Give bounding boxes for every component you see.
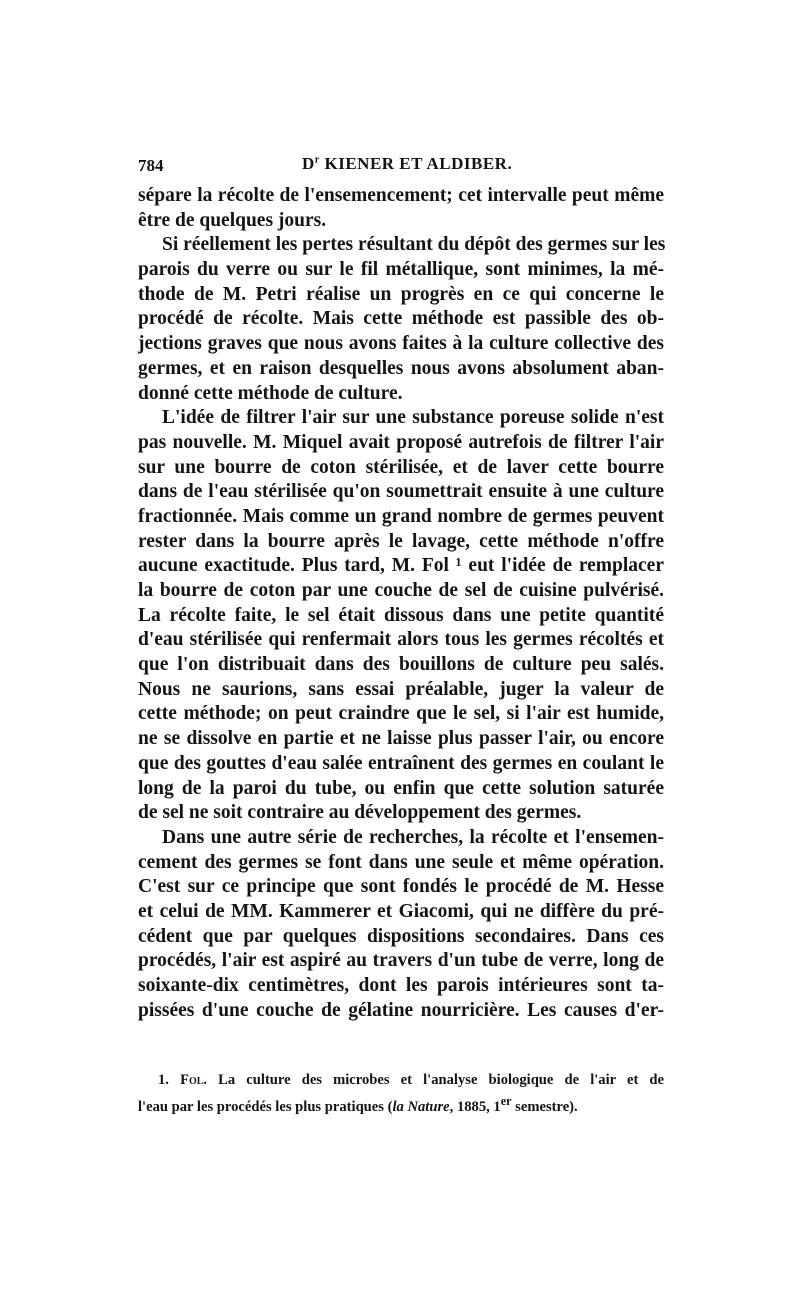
text-line: germes, et en raison desquelles nous avons absolument aban- — [138, 357, 664, 379]
text-line: Nous ne saurions, sans essai préalable, juger la valeur de — [138, 678, 664, 700]
footnote-author: Fol. — [180, 1072, 208, 1088]
text-line: soixante-dix centimètres, dont les parois intérieures sont ta- — [138, 975, 664, 996]
text-line: pissées d'une couche de gélatine nourricière. Les causes d'er- — [138, 999, 664, 1021]
footnote-text-3: , 1885, 1 — [449, 1098, 501, 1115]
text-line: fractionnée. Mais comme un grand nombre de germes peuvent — [138, 505, 664, 527]
text-line: la bourre de coton par une couche de sel de cuisine pulvérisé. — [138, 580, 664, 601]
footnote-line-2 — [138, 1091, 664, 1115]
text-line: cédent que par quelques dispositions secondaires. Dans ces — [138, 925, 664, 947]
text-line: procédé de récolte. Mais cette méthode est passible des ob- — [138, 308, 664, 330]
running-head-prefix: D — [302, 154, 315, 173]
text-line: Si réellement les pertes résultant du dépôt des germes sur les — [162, 234, 666, 256]
text-line: aucune exactitude. Plus tard, M. Fol ¹ eut l'idée de remplacer — [138, 555, 664, 577]
text-line: cette méthode; on peut craindre que le sel, si l'air est humide, — [138, 703, 664, 725]
footnote — [138, 1070, 664, 1115]
running-head — [302, 154, 512, 174]
text-line: rester dans la bourre après le lavage, cette méthode n'offre — [138, 530, 664, 552]
text-line: cement des germes se font dans une seule et même opération. — [138, 851, 664, 873]
text-line: thode de M. Petri réalise un progrès en ce qui concerne le — [138, 283, 664, 305]
text-line: que des gouttes d'eau salée entraînent des germes en coulant le — [138, 752, 664, 774]
footnote-text-2: l'eau par les procédés les plus pratiques ( — [138, 1098, 393, 1115]
text-line: long de la paroi du tube, ou enfin que cette solution saturée — [138, 777, 664, 799]
running-head-rest: KIENER ET ALDIBER. — [319, 154, 513, 173]
footnote-text-4: semestre). — [511, 1098, 578, 1115]
text-line: C'est sur ce principe que sont fondés le procédé de M. Hesse — [138, 876, 664, 898]
page-number: 784 — [138, 156, 164, 175]
text-line: Dans une autre série de recherches, la récolte et l'ensemen- — [162, 826, 664, 848]
footnote-number: 1. — [158, 1072, 169, 1088]
text-line: et celui de MM. Kammerer et Giacomi, qui ne diffère du pré- — [138, 900, 664, 922]
text-line: de sel ne soit contraire au développement des germes. — [138, 802, 582, 824]
text-line: procédés, l'air est aspiré au travers d'un tube de verre, long de — [138, 950, 664, 972]
text-line: dans de l'eau stérilisée qu'on soumettrait ensuite à une culture — [138, 481, 664, 503]
text-line: jections graves que nous avons faites à la culture collective des — [138, 333, 664, 355]
text-line: parois du verre ou sur le fil métallique, sont minimes, la mé- — [138, 259, 664, 281]
footnote-line-1 — [138, 1070, 664, 1091]
page-header — [138, 150, 664, 176]
footnote-journal: la Nature — [392, 1098, 450, 1115]
running-head-sup: r — [314, 154, 320, 166]
text-line: que l'on distribuait dans des bouillons de culture peu salés. — [138, 654, 664, 676]
text-line: La récolte faite, le sel était dissous dans une petite quantité — [138, 604, 664, 626]
text-line: d'eau stérilisée qui renfermait alors tous les germes récoltés et — [138, 629, 664, 651]
text-line: être de quelques jours. — [138, 209, 327, 231]
text-line: ne se dissolve en partie et ne laisse plus passer l'air, ou encore — [138, 728, 664, 750]
footnote-sup: er — [500, 1094, 512, 1108]
body-text — [138, 184, 664, 1023]
text-line: sépare la récolte de l'ensemencement; cet intervalle peut même — [138, 185, 664, 206]
text-line: donné cette méthode de culture. — [138, 382, 403, 404]
text-line: sur une bourre de coton stérilisée, et de laver cette bourre — [138, 456, 664, 478]
footnote-text-1: La culture des microbes et l'analyse biologique de l'air et de — [207, 1072, 664, 1088]
text-line: L'idée de filtrer l'air sur une substance poreuse solide n'est — [162, 407, 664, 429]
text-line: pas nouvelle. M. Miquel avait proposé autrefois de filtrer l'air — [138, 431, 664, 453]
